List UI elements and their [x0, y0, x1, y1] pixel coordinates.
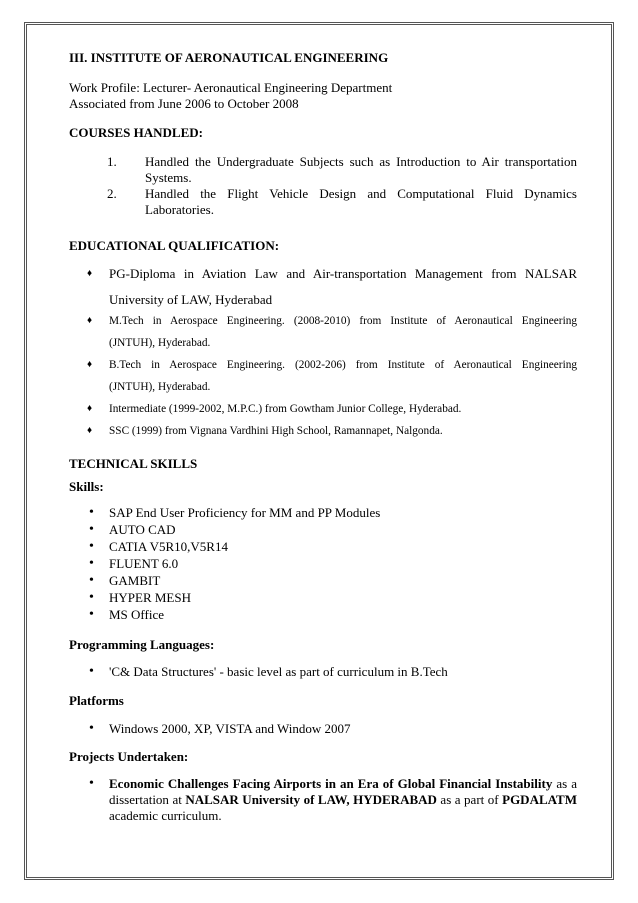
courses-list — [69, 154, 577, 218]
skills-list — [69, 504, 577, 623]
programming-label: Programming Languages: — [69, 637, 215, 652]
project-program: PGDALATM — [502, 792, 577, 807]
course-number: 1. — [107, 154, 117, 169]
platform-item: • Windows 2000, XP, VISTA and Window 2007 — [69, 720, 577, 737]
bullet-icon: • — [89, 505, 94, 520]
bullet-icon: • — [89, 721, 94, 736]
bullet-icon: • — [89, 607, 94, 622]
education-item: ♦ SSC (1999) from Vignana Vardhini High School, Ramannapet, Nalgonda. — [69, 424, 577, 438]
skill-item: • FLUENT 6.0 — [69, 555, 577, 572]
platforms-label: Platforms — [69, 693, 124, 708]
education-item: ♦ M.Tech in Aerospace Engineering. (2008-2010) from Institute of Aeronautical Engineering (JNTUH), Hyderabad. — [69, 314, 577, 350]
bullet-icon: • — [89, 539, 94, 554]
skill-item: • CATIA V5R10,V5R14 — [69, 538, 577, 555]
bullet-icon: • — [89, 664, 94, 679]
bullet-icon: • — [89, 556, 94, 571]
skill-item: • AUTO CAD — [69, 521, 577, 538]
diamond-bullet-icon: ♦ — [87, 425, 93, 436]
programming-item: • 'C& Data Structures' - basic level as part of curriculum in B.Tech — [69, 663, 577, 680]
course-item — [69, 186, 577, 218]
education-item: ♦ B.Tech in Aerospace Engineering. (2002-206) from Institute of Aeronautical Engineering (JNTUH), Hyderabad. — [69, 358, 577, 394]
skills-label: Skills: — [69, 479, 104, 494]
project-title: Economic Challenges Facing Airports in an Era of Global Financial Instability — [109, 776, 553, 791]
skill-item: • GAMBIT — [69, 572, 577, 589]
courses-heading: COURSES HANDLED: — [69, 125, 203, 140]
bullet-icon: • — [89, 590, 94, 605]
diamond-bullet-icon: ♦ — [87, 315, 93, 326]
technical-heading: TECHNICAL SKILLS — [69, 456, 198, 471]
course-text: Handled the Flight Vehicle Design and Computational Fluid Dynamics Laboratories. — [145, 186, 577, 217]
project-university: NALSAR University of LAW, HYDERABAD — [185, 792, 437, 807]
bullet-icon: • — [89, 776, 94, 791]
institute-heading: III. INSTITUTE OF AERONAUTICAL ENGINEERING — [69, 50, 389, 65]
resume-content — [69, 50, 577, 824]
education-heading: EDUCATIONAL QUALIFICATION: — [69, 238, 280, 253]
education-item: ♦ PG-Diploma in Aviation Law and Air-transportation Management from NALSAR University of LAW, Hyderabad — [69, 266, 577, 308]
diamond-bullet-icon: ♦ — [87, 268, 93, 279]
diamond-bullet-icon: ♦ — [87, 403, 93, 414]
course-item — [69, 154, 577, 186]
education-list — [69, 266, 577, 438]
skill-item: • HYPER MESH — [69, 589, 577, 606]
diamond-bullet-icon: ♦ — [87, 359, 93, 370]
work-profile: Work Profile: Lecturer- Aeronautical Engineering Department — [69, 80, 393, 95]
bullet-icon: • — [89, 522, 94, 537]
association-period: Associated from June 2006 to October 2008 — [69, 96, 299, 111]
education-item: ♦ Intermediate (1999-2002, M.P.C.) from Gowtham Junior College, Hyderabad. — [69, 402, 577, 416]
skill-item: • SAP End User Proficiency for MM and PP Modules — [69, 504, 577, 521]
bullet-icon: • — [89, 573, 94, 588]
projects-label: Projects Undertaken: — [69, 749, 189, 764]
course-text: Handled the Undergraduate Subjects such as Introduction to Air transportation Systems. — [145, 154, 577, 185]
skill-item: • MS Office — [69, 606, 577, 623]
project-item: • Economic Challenges Facing Airports in an Era of Global Financial Instability as a dissertation at NALSAR University of LAW, HYDERABAD as a part of PGDALATM academic curriculum. — [69, 776, 577, 824]
course-number: 2. — [107, 186, 117, 201]
